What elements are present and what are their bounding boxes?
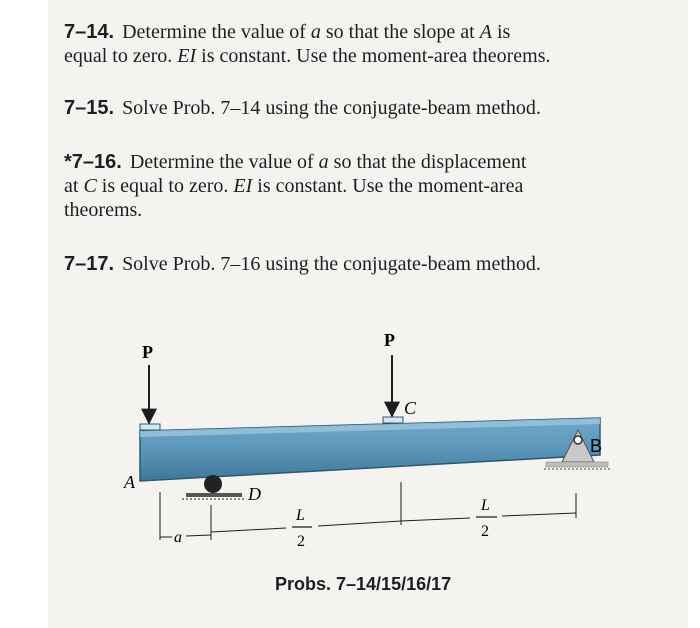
point-label-a: A [124,472,135,492]
problem-number: 7–17. [64,253,115,275]
problem-number: *7–16. [64,151,122,173]
point-label-b: B [590,436,603,456]
problem-7-14: 7–14. Determine the value of a so that the slope at A is equal to zero. EI is constant. Use the moment-area theorems. [64,21,551,67]
dim-line-a2 [186,535,211,536]
dim-label-a: a [174,529,182,546]
dim-line-l2 [401,518,470,521]
load-pad-left [140,424,160,430]
roller-support-d [204,475,222,493]
problem-number: 7–14. [64,21,115,43]
dim-line-l1 [211,528,286,532]
problem-7-17: 7–17. Solve Prob. 7–16 using the conjugate-beam method. [64,253,541,275]
dim-line-l1b [318,521,401,526]
roller-base-d [186,493,242,497]
point-label-d: D [248,484,261,504]
pin-base-b [546,462,608,467]
problem-number: 7–15. [64,97,115,119]
problem-7-16: *7–16. Determine the value of a so that the displacement at C is equal to zero. EI is constant. Use the moment-area theorems. [64,151,527,221]
load-label-mid: P [384,330,395,350]
pin-b [574,436,582,444]
dim-label-l2-num: L [481,497,490,514]
problem-7-15: 7–15. Solve Prob. 7–14 using the conjugate-beam method. [64,97,541,119]
dim-label-l1-num: L [296,507,305,524]
point-label-c: C [404,398,417,418]
load-pad-mid [383,417,403,423]
dim-label-l2-den: 2 [481,523,489,540]
dim-label-l1-den: 2 [297,533,305,550]
figure-caption: Probs. 7–14/15/16/17 [275,574,452,594]
load-label-left: P [142,342,153,362]
dim-line-l2b [502,513,576,516]
